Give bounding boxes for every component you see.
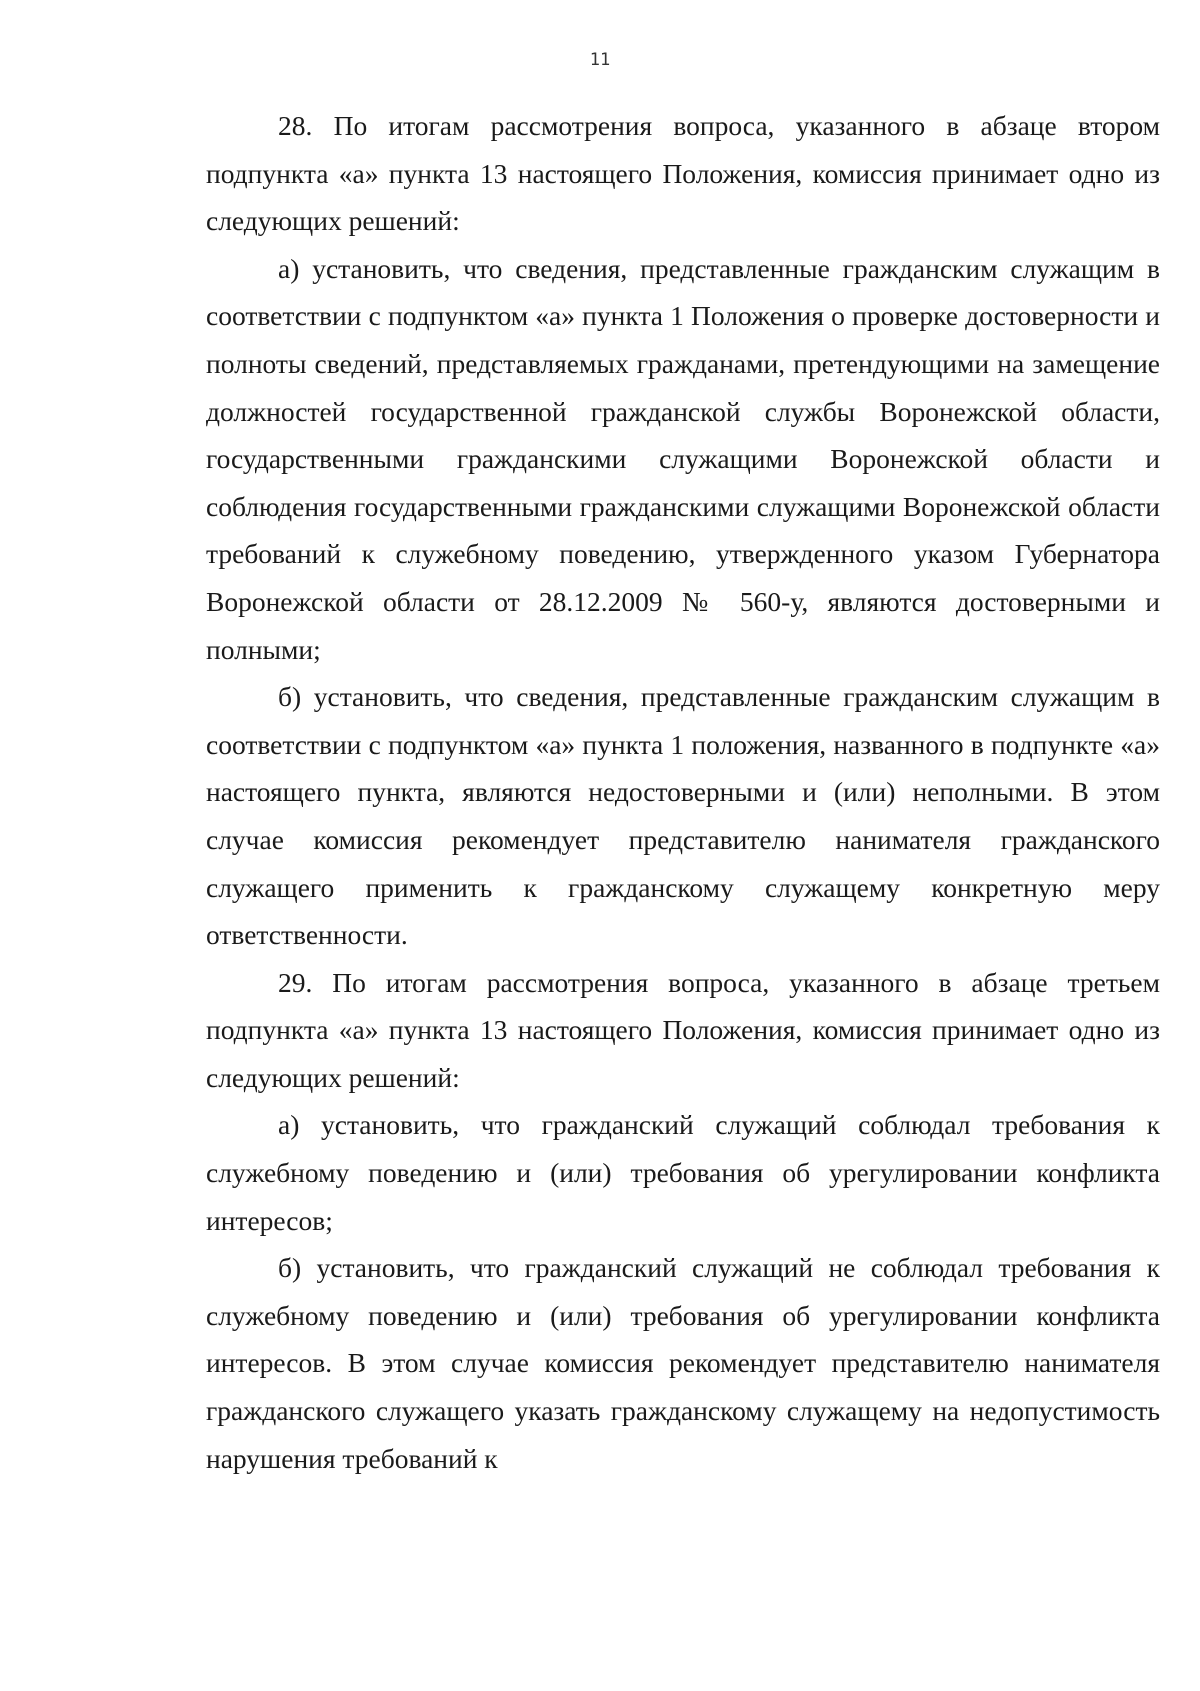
paragraph-29-b: б) установить, что гражданский служащий не соблюдал требования к служебному поведению и (или) требования об урегулировании конфликта интересов. В этом случае комиссия рекомендует представителю нанимателя гражданского служащего указать гражданскому служащему на недопустимость нарушения требований к	[206, 1252, 1160, 1474]
paragraph-28-a: а) установить, что сведения, представленные гражданским служащим в соответствии с подпунктом «а» пункта 1 Положения о проверке достоверности и полноты сведений, представляемых гражданами, претендующими на замещение должностей государственной гражданской службы Воронежской области, государственными гражданскими служащими Воронежской области и соблюдения государственными гражданскими служащими Воронежской области требований к служебному поведению, утвержденного указом Губернатора Воронежской области от 28.12.2009 № 560-у, являются достоверными и полными;	[206, 252, 1160, 665]
paragraph-29: 29. По итогам рассмотрения вопроса, указанного в абзаце третьем подпункта «а» пункта 13 настоящего Положения, комиссия принимает одно из следующих решений:	[206, 966, 1160, 1093]
paragraph-28: 28. По итогам рассмотрения вопроса, указанного в абзаце втором подпункта «а» пункта 13 настоящего Положения, комиссия принимает одно из следующих решений:	[206, 110, 1160, 237]
page-number: 11	[589, 50, 611, 70]
document-body	[206, 102, 1160, 1482]
paragraph-29-a: а) установить, что гражданский служащий соблюдал требования к служебному поведению и (или) требования об урегулировании конфликта интересов;	[206, 1109, 1160, 1236]
paragraph-28-b: б) установить, что сведения, представленные гражданским служащим в соответствии с подпунктом «а» пункта 1 положения, названного в подпункте «а» настоящего пункта, являются недостоверными и (или) неполными. В этом случае комиссия рекомендует представителю нанимателя гражданского служащего применить к гражданскому служащему конкретную меру ответственности.	[206, 681, 1160, 951]
